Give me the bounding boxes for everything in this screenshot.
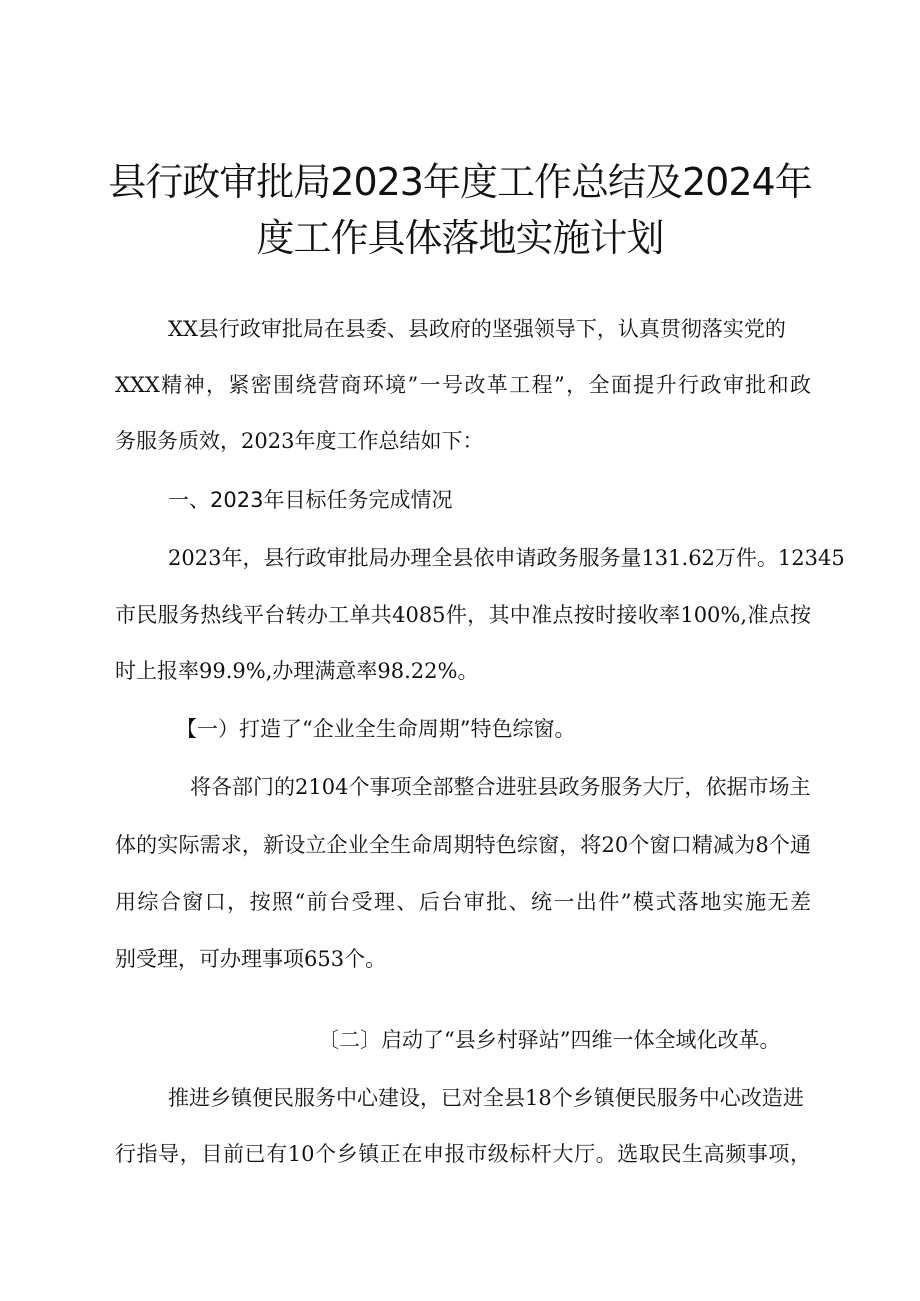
sub2-line-1: 推进乡镇便民服务中心建设，已对全县18个乡镇便民服务中心改造进 <box>168 1086 804 1110</box>
sub1-line-4: 别受理，可办理事项653个。 <box>115 947 387 971</box>
subsection-heading-1: 【一）打造了“企业全生命周期”特色综窗。 <box>176 717 576 741</box>
section-heading-1: 一、2023年目标任务完成情况 <box>168 488 453 512</box>
document-title-line-2: 度工作具体落地实施计划 <box>256 216 664 260</box>
sub2-line-2: 行指导，目前已有10个乡镇正在申报市级标杆大厅。选取民生高频事项， <box>115 1142 811 1166</box>
sub1-line-3: 用综合窗口，按照“前台受理、后台审批、统一出件”模式落地实施无差 <box>115 890 811 914</box>
intro-line-1: XX县行政审批局在县委、县政府的坚强领导下，认真贯彻落实党的 <box>168 317 786 341</box>
subsection-heading-2: 〔二〕启动了“县乡村驿站”四维一体全域化改革。 <box>318 1028 781 1052</box>
section1-line-1: 2023年，县行政审批局办理全县依申请政务服务量131.62万件。12345 <box>168 546 845 570</box>
sub1-line-2: 体的实际需求，新设立企业全生命周期特色综窗，将20个窗口精减为8个通 <box>115 833 811 857</box>
intro-line-3: 务服务质效，2023年度工作总结如下： <box>115 429 484 453</box>
document-title-line-1: 县行政审批局2023年度工作总结及2024年 <box>108 160 812 204</box>
sub1-line-1: 将各部门的2104个事项全部整合进驻县政务服务大厅，依据市场主 <box>190 775 811 799</box>
section1-line-2: 市民服务热线平台转办工单共4085件，其中准点按时接收率100%,准点按 <box>115 603 811 627</box>
intro-line-2: XXX精神，紧密围绕营商环境”一号改革工程”，全面提升行政审批和政 <box>115 373 811 397</box>
section1-line-3: 时上报率99.9%,办理满意率98.22%。 <box>115 659 479 683</box>
